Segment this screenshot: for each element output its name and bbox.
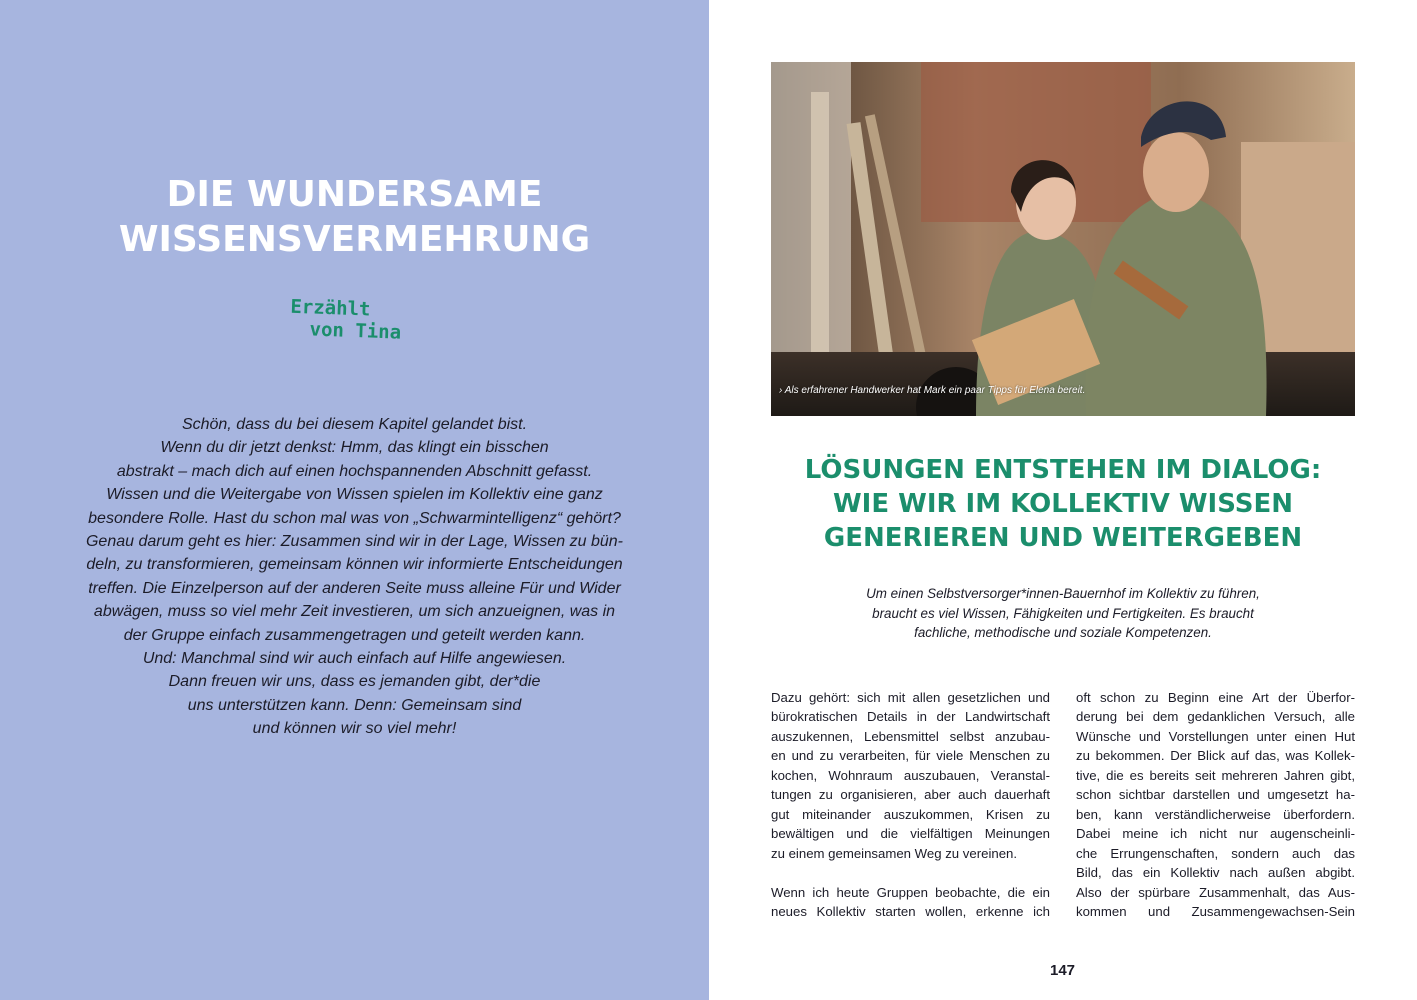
page-number: 147 (1049, 962, 1076, 979)
intro-line: besondere Rolle. Hast du schon mal was von „Schwarmintelligenz“ gehört? (88, 509, 621, 527)
chapter-title (0, 172, 709, 262)
photo-caption: › Als erfahrener Handwerker hat Mark ein paar Tipps für Elena bereit. (779, 385, 1086, 396)
body-line: en und zu verarbeiten, für viele Menschen zu (771, 748, 1050, 764)
narrator-line: Erzählt (290, 295, 371, 321)
body-line: bewältigen und die vielfältigen Meinungen (771, 826, 1050, 842)
intro-line: abstrakt – mach dich auf einen hochspannenden Abschnitt gefasst. (116, 462, 593, 480)
intro-line: der Gruppe einfach zusammengetragen und geteilt werden kann. (123, 626, 586, 644)
chapter-intro (50, 413, 659, 741)
narrator-credit (289, 296, 420, 345)
section-title (771, 453, 1355, 555)
body-column-left (771, 688, 1050, 921)
intro-line: und können wir so viel mehr! (252, 720, 457, 738)
body-line: zu einem gemeinsamen Weg zu vereinen. (771, 845, 1018, 861)
lead-paragraph (771, 584, 1355, 643)
section-title-line: WIE WIR IM KOLLEKTIV WISSEN (832, 489, 1294, 519)
intro-line: Wissen und die Weitergabe von Wissen spielen im Kollektiv eine ganz (106, 486, 603, 504)
intro-line: Dann freuen wir uns, dass es jemanden gibt, der*die (168, 673, 541, 691)
body-line: schon sichtbar darstellen und umgesetzt ha- (1076, 787, 1355, 803)
body-line: tive, die es bereits seit mehreren Jahren gibt, (1076, 767, 1355, 783)
body-line: gut miteinander auszukommen, Krisen zu (771, 806, 1050, 822)
body-line: kochen, Wohnraum auszubauen, Veranstal- (771, 767, 1050, 783)
intro-line: uns unterstützen kann. Denn: Gemeinsam sind (187, 696, 522, 714)
chapter-title-line: DIE WUNDERSAME (166, 174, 543, 215)
body-line: Bild, das ein Kollektiv nach außen abgibt. (1076, 865, 1355, 881)
body-line: neues Kollektiv starten wollen, erkenne ich (771, 903, 1050, 919)
narrator-line: von Tina (309, 318, 402, 344)
body-line: che Errungenschaften, sondern auch das (1076, 845, 1355, 861)
section-title-line: LÖSUNGEN ENTSTEHEN IM DIALOG: (804, 455, 1322, 485)
intro-line: abwägen, muss so viel mehr Zeit investieren, um sich anzueignen, was in (93, 603, 616, 621)
lead-line: Um einen Selbstversorger*innen-Bauernhof im Kollektiv zu führen, (866, 586, 1260, 601)
body-line: Wenn ich heute Gruppen beobachte, die ein (771, 884, 1050, 900)
intro-line: Wenn du dir jetzt denkst: Hmm, das klingt ein bisschen (160, 439, 549, 457)
intro-line: Und: Manchmal sind wir auch einfach auf Hilfe angewiesen. (142, 650, 567, 668)
body-line: oft schon zu Beginn eine Art der Überfor- (1076, 690, 1355, 705)
intro-line: deln, zu transformieren, gemeinsam können wir informierte Entscheidungen (86, 556, 623, 574)
intro-line: Genau darum geht es hier: Zusammen sind wir in der Lage, Wissen zu bün- (85, 533, 623, 551)
body-column-right (1076, 688, 1355, 921)
lead-line: braucht es viel Wissen, Fähigkeiten und Fertigkeiten. Es braucht (872, 605, 1254, 621)
paragraph-gap (771, 863, 1050, 882)
workshop-photo-illustration (771, 62, 1355, 416)
intro-line: Schön, dass du bei diesem Kapitel gelandet bist. (181, 416, 528, 433)
body-line: tungen zu organisieren, aber auch dauerhaft (771, 787, 1050, 803)
chapter-title-line: WISSENSVERMEHRUNG (118, 219, 591, 260)
body-line: Wünsche und Vorstellungen unter einen Hut (1076, 728, 1355, 744)
workshop-photo (771, 62, 1355, 416)
body-line: derung bei dem gedanklichen Versuch, alle (1076, 709, 1355, 725)
body-line: Dazu gehört: sich mit allen gesetzlichen und (771, 690, 1050, 705)
section-title-line: GENERIEREN UND WEITERGEBEN (823, 523, 1303, 553)
body-line: Also der spürbare Zusammenhalt, das Aus- (1076, 884, 1355, 900)
body-line: auszukennen, Lebensmittel selbst anzubau- (771, 728, 1050, 744)
lead-line: fachliche, methodische und soziale Kompetenzen. (914, 625, 1212, 640)
body-line: ben, kann verständlicherweise überfordern. (1076, 806, 1355, 822)
body-line: zu bekommen. Der Blick auf das, was Kollek- (1076, 748, 1355, 764)
body-line: bürokratischen Details in der Landwirtschaft (771, 709, 1050, 725)
intro-line: treffen. Die Einzelperson auf der anderen Seite muss alleine Für und Wider (88, 579, 621, 597)
body-line: Dabei meine ich nicht nur augenscheinli- (1076, 826, 1355, 842)
body-line: kommen und Zusammengewachsen-Sein (1076, 903, 1355, 919)
